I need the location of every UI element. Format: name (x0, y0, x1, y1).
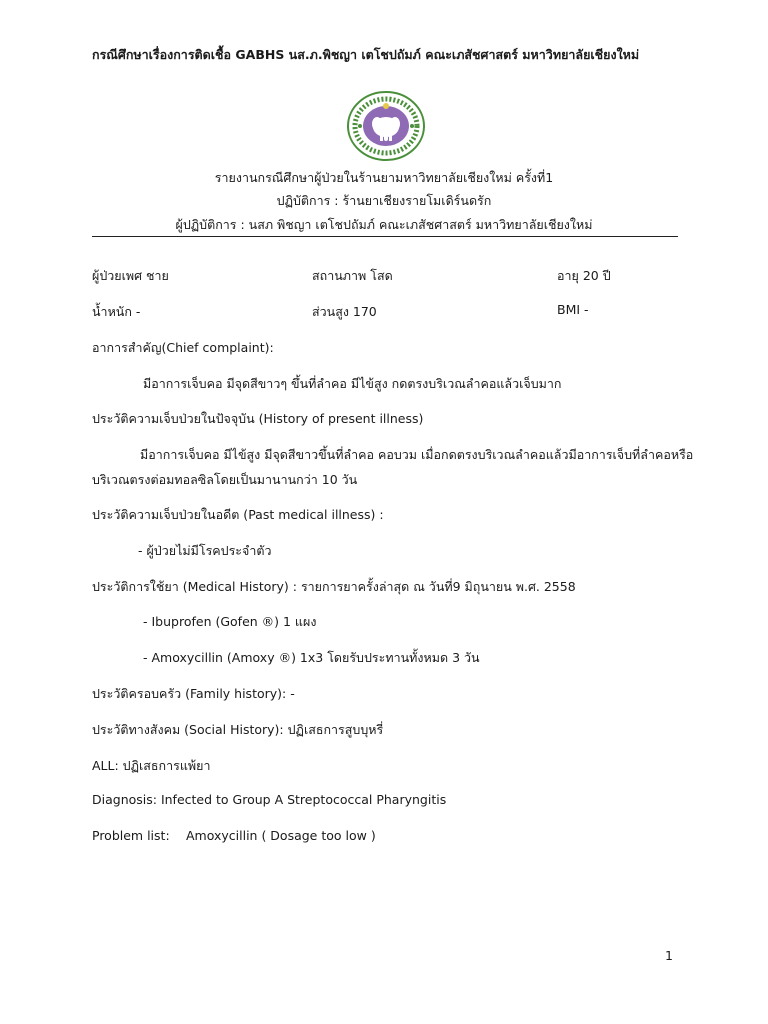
patient-weight: น้ำหนัก - (92, 304, 141, 319)
chief-complaint-text: มีอาการเจ็บคอ มีจุดสีขาวๆ ขึ้นที่ลำคอ มีไข้สูง กดตรงบริเวณลำคอแล้วเจ็บมาก (143, 376, 562, 391)
faculty-seal-logo (346, 91, 426, 161)
present-illness-label: ประวัติความเจ็บป่วยในปัจจุบัน (History of present illness) (92, 411, 424, 426)
patient-status: สถานภาพ โสด (312, 268, 393, 283)
patient-height: ส่วนสูง 170 (312, 304, 377, 319)
present-illness-line2: บริเวณตรงต่อมทอลซิลโดยเป็นมานานกว่า 10 วัน (92, 472, 358, 487)
header-divider (92, 236, 678, 237)
family-history: ประวัติครอบครัว (Family history): - (92, 686, 295, 701)
page-number: 1 (665, 948, 673, 963)
allergy: ALL: ปฏิเสธการแพ้ยา (92, 758, 211, 773)
patient-sex: ผู้ป่วยเพศ ชาย (92, 268, 169, 283)
problem-list-label: Problem list: (92, 828, 170, 843)
past-illness-item: - ผู้ป่วยไม่มีโรคประจำตัว (138, 543, 272, 558)
medical-history-item-ibuprofen: - Ibuprofen (Gofen ®) 1 แผง (143, 614, 317, 629)
report-title: รายงานกรณีศึกษาผู้ป่วยในร้านยามหาวิทยาลัยเชียงใหม่ ครั้งที่1 (214, 170, 554, 185)
past-illness-label: ประวัติความเจ็บป่วยในอดีต (Past medical illness) : (92, 507, 384, 522)
report-practitioner: ผู้ปฏิบัติการ : นสภ พิชญา เตโชปถัมภ์ คณะเภสัชศาสตร์ มหาวิทยาลัยเชียงใหม่ (175, 217, 593, 232)
medical-history-label: ประวัติการใช้ยา (Medical History) : รายการยาครั้งล่าสุด ณ วันที่9 มิถุนายน พ.ศ. 2558 (92, 579, 576, 594)
patient-age: อายุ 20 ปี (557, 268, 611, 283)
diagnosis: Diagnosis: Infected to Group A Streptococcal Pharyngitis (92, 792, 447, 807)
problem-list-value: Amoxycillin ( Dosage too low ) (186, 828, 376, 843)
patient-bmi: BMI - (557, 302, 589, 317)
social-history: ประวัติทางสังคม (Social History): ปฏิเสธการสูบบุหรี่ (92, 722, 384, 737)
chief-complaint-label: อาการสำคัญ(Chief complaint): (92, 340, 274, 355)
document-header: กรณีศึกษาเรื่องการติดเชื้อ GABHS นส.ภ.พิชญา เตโชปถัมภ์ คณะเภสัชศาสตร์ มหาวิทยาลัยเชียงใหม่ (92, 47, 640, 62)
report-practice: ปฏิบัติการ : ร้านยาเชียงรายโมเดิร์นดรัก (276, 193, 492, 208)
medical-history-item-amoxycillin: - Amoxycillin (Amoxy ®) 1x3 โดยรับประทานทั้งหมด 3 วัน (143, 650, 480, 665)
elephant-seal-icon (346, 91, 426, 161)
present-illness-line1: มีอาการเจ็บคอ มีไข้สูง มีจุดสีขาวขึ้นที่ลำคอ คอบวม เมื่อกดตรงบริเวณลำคอแล้วมีอาการเจ็บที่ลำคอหรือ (140, 447, 694, 462)
